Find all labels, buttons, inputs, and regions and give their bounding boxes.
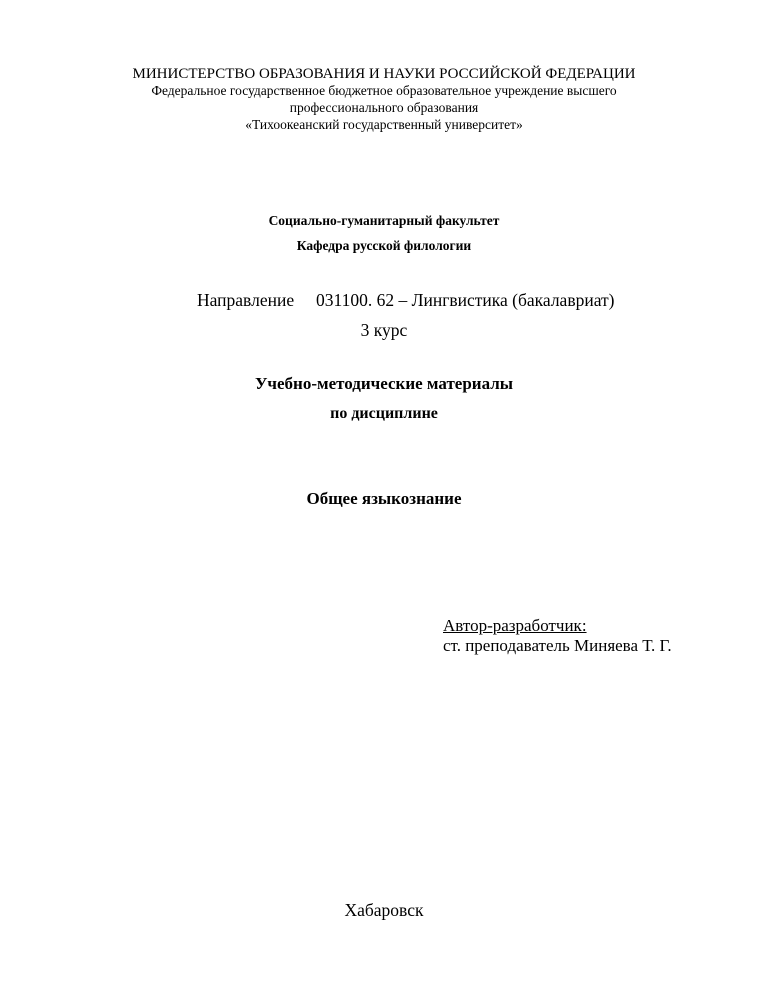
- faculty-name: Социально-гуманитарный факультет: [268, 213, 500, 228]
- direction-value: 031100. 62 – Лингвистика (бакалавриат): [316, 290, 615, 310]
- institution-line-2: профессионального образования: [289, 100, 479, 115]
- subject-title: Общее языкознание: [306, 489, 462, 508]
- department-name: Кафедра русской филологии: [296, 238, 472, 253]
- author-name: ст. преподаватель Миняева Т. Г.: [443, 636, 672, 655]
- university-name: «Тихоокеанский государственный университет»: [245, 117, 523, 132]
- author-label: Автор-разработчик:: [443, 616, 587, 635]
- institution-line-1: Федеральное государственное бюджетное образовательное учреждение высшего: [151, 83, 617, 98]
- materials-title: Учебно-методические материалы: [254, 374, 514, 393]
- city-name: Хабаровск: [344, 900, 424, 920]
- direction-label: Направление: [197, 290, 295, 310]
- ministry-title: МИНИСТЕРСТВО ОБРАЗОВАНИЯ И НАУКИ РОССИЙСКОЙ ФЕДЕРАЦИИ: [132, 66, 636, 82]
- discipline-label: по дисциплине: [330, 405, 438, 422]
- course-year: 3 курс: [360, 320, 408, 340]
